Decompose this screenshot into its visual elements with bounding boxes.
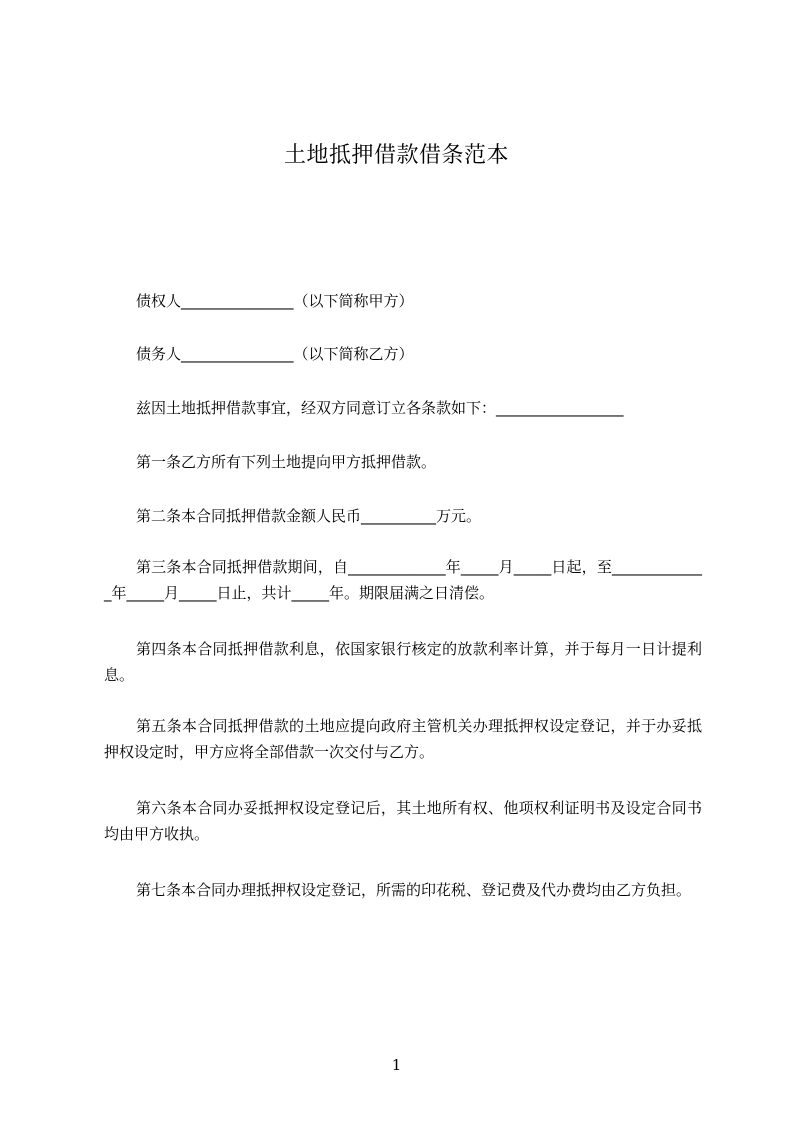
paragraph-article-7: 第七条本合同办理抵押权设定登记，所需的印花税、登记费及代办费均由乙方负担。 [136,881,692,899]
page-number: 1 [391,1056,402,1074]
paragraph-article-3: 第三条本合同抵押借款期间，自_____________年_____月_____日起，至_____________年_____月_____日止，共计_____年。期限届满之日清偿。 [104,558,702,602]
paragraph-creditor: 债权人_______________（以下简称甲方） [136,292,414,310]
paragraph-article-5: 第五条本合同抵押借款的土地应提向政府主管机关办理抵押权设定登记，并于办妥抵押权设定时，甲方应将全部借款一次交付与乙方。 [104,717,702,761]
paragraph-preamble: 兹因土地抵押借款事宜，经双方同意订立各条款如下：_________________ [136,399,624,417]
paragraph-article-4: 第四条本合同抵押借款利息，依国家银行核定的放款利率计算，并于每月一日计提利息。 [104,640,702,684]
paragraph-article-1: 第一条乙方所有下列土地提向甲方抵押借款。 [136,453,437,471]
paragraph-article-2: 第二条本合同抵押借款金额人民币__________万元。 [136,507,482,525]
paragraph-article-6: 第六条本合同办妥抵押权设定登记后，其土地所有权、他项权利证明书及设定合同书均由甲方收执。 [104,799,702,843]
paragraph-debtor: 债务人_______________（以下简称乙方） [136,345,414,363]
document-title: 土地抵押借款借条范本 [283,143,509,168]
